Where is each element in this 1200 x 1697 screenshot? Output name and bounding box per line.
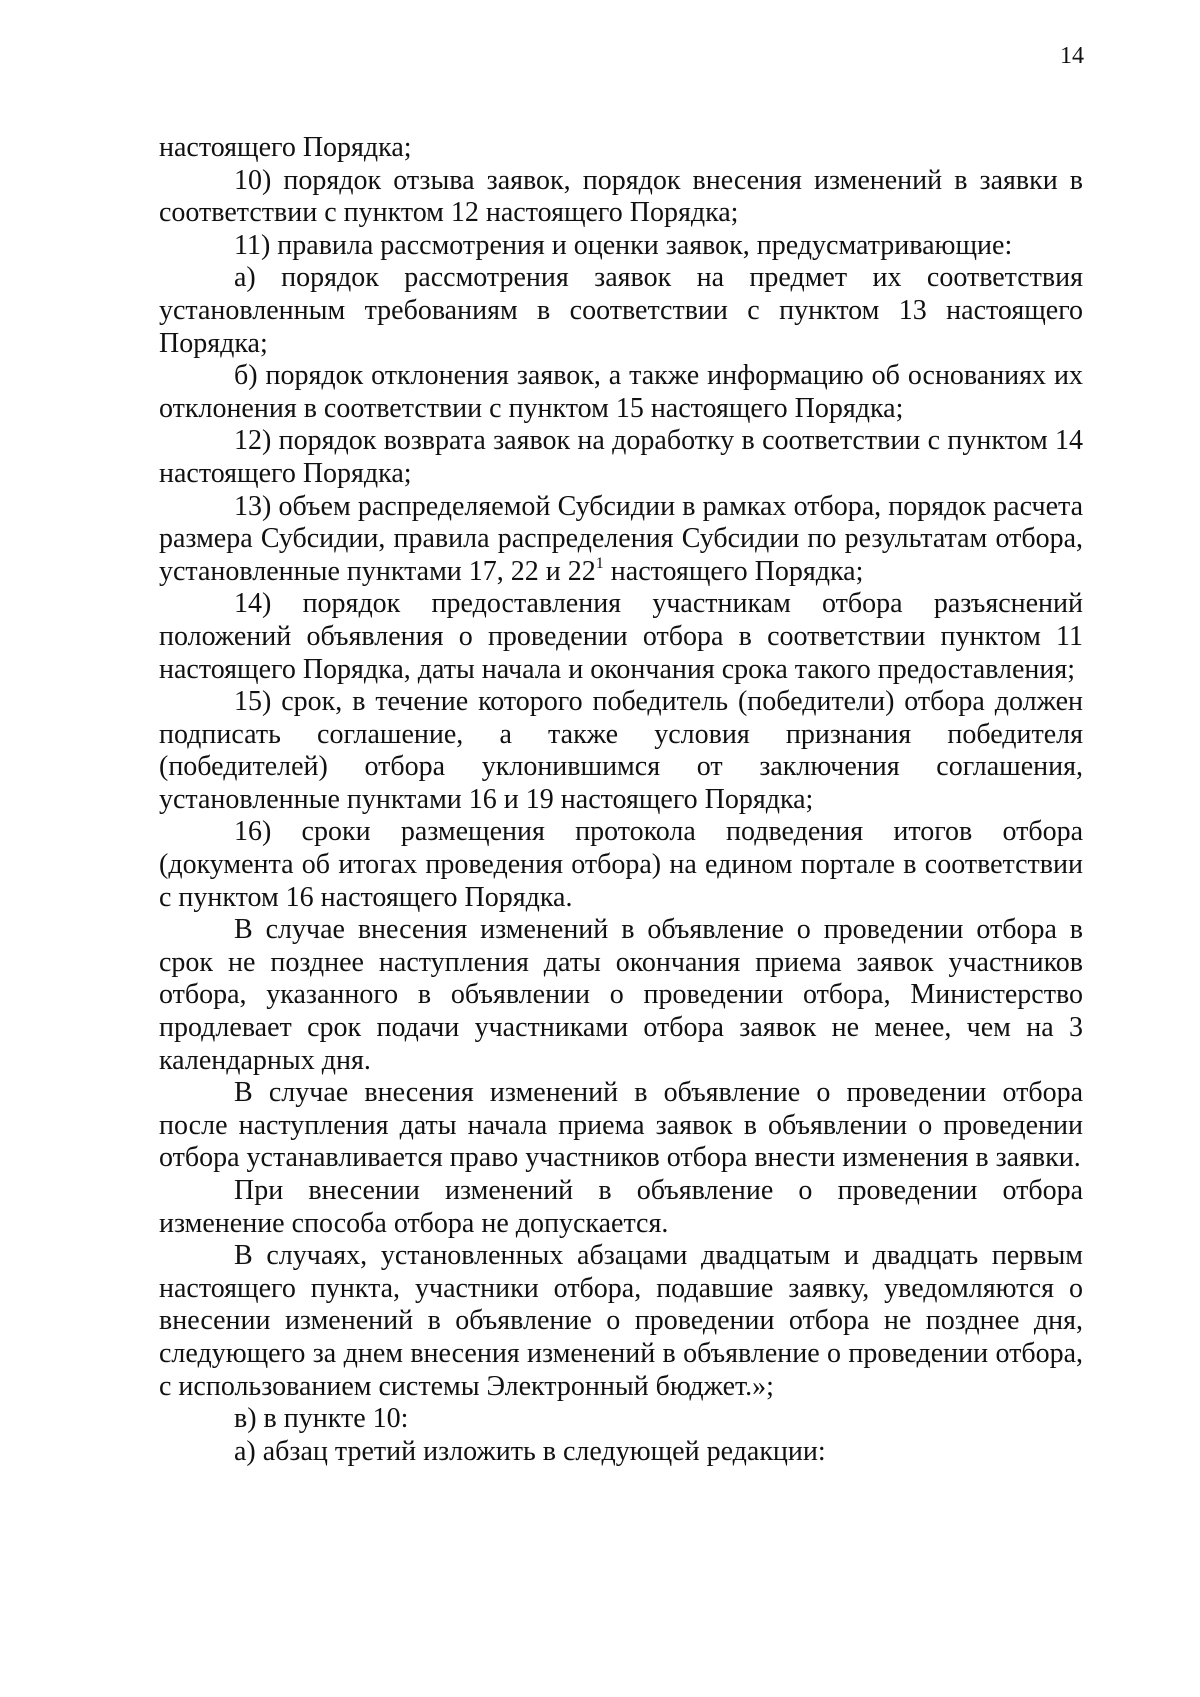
paragraph: В случае внесения изменений в объявление о проведении отбора после наступления даты начала приема заявок в объявлении о проведении отбора устанавливается право участников отбора внести изменения в заявки.	[159, 1077, 1083, 1174]
paragraph: а) абзац третий изложить в следующей редакции:	[234, 1435, 826, 1467]
paragraph: При внесении изменений в объявление о проведении отбора изменение способа отбора не допускается.	[159, 1175, 1083, 1239]
paragraph: б) порядок отклонения заявок, а также информацию об основаниях их отклонения в соответствии с пунктом 15 настоящего Порядка;	[159, 360, 1083, 424]
page-number: 14	[1060, 43, 1084, 69]
paragraph: в) в пункте 10:	[234, 1403, 409, 1435]
paragraph: В случаях, установленных абзацами двадцатым и двадцать первым настоящего пункта, участники отбора, подавшие заявку, уведомляются о внесении изменений в объявление о проведении отбора не позднее дня, следующего за днем внесения изменений в объявление о проведении отбора, с использованием системы Электронный бюджет.»;	[159, 1240, 1083, 1402]
paragraph: 15) срок, в течение которого победитель (победители) отбора должен подписать соглашение, а также условия признания победителя (победителей) отбора уклонившимся от заключения соглашения, установленные пунктами 16 и 19 настоящего Порядка;	[159, 686, 1083, 815]
paragraph-text: настоящего Порядка;	[603, 555, 864, 587]
superscript: 1	[595, 554, 604, 572]
paragraph: 12) порядок возврата заявок на доработку в соответствии с пунктом 14 настоящего Порядка;	[159, 425, 1083, 489]
document-body	[159, 132, 1083, 1468]
paragraph: а) порядок рассмотрения заявок на предмет их соответствия установленным требованиям в соответствии с пунктом 13 настоящего Порядка;	[159, 262, 1083, 359]
paragraph-text: 13) объем распределяемой Субсидии в рамках отбора, порядок расчета размера Субсидии, правила распределения Субсидии по результатам отбора, установленные пунктами 17, 22 и 22	[159, 490, 1083, 587]
paragraph	[159, 491, 1083, 589]
paragraph: настоящего Порядка;	[159, 132, 412, 163]
paragraph: 14) порядок предоставления участникам отбора разъяснений положений объявления о проведении отбора в соответствии пунктом 11 настоящего Порядка, даты начала и окончания срока такого предоставления;	[159, 588, 1083, 685]
paragraph: 11) правила рассмотрения и оценки заявок, предусматривающие:	[234, 229, 1013, 261]
paragraph: 16) сроки размещения протокола подведения итогов отбора (документа об итогах проведения отбора) на едином портале в соответствии с пунктом 16 настоящего Порядка.	[159, 816, 1083, 913]
paragraph: 10) порядок отзыва заявок, порядок внесения изменений в заявки в соответствии с пунктом 12 настоящего Порядка;	[159, 164, 1083, 229]
paragraph: В случае внесения изменений в объявление о проведении отбора в срок не позднее наступления даты окончания приема заявок участников отбора, указанного в объявлении о проведении отбора, Министерство продлевает срок подачи участниками отбора заявок не менее, чем на 3 календарных дня.	[159, 914, 1083, 1076]
